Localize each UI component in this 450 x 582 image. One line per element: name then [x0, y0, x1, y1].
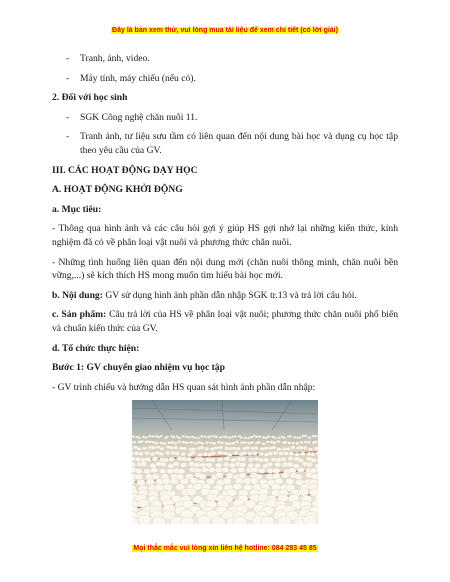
chicken-shape [245, 447, 249, 450]
chicken-shape [298, 437, 301, 439]
chicken-shape [204, 447, 208, 450]
chicken-shape [239, 463, 246, 468]
chicken-shape [135, 469, 142, 474]
chicken-shape [160, 447, 164, 450]
chicken-shape [255, 436, 258, 438]
chicken-shape [182, 447, 186, 450]
chicken-shape [182, 441, 186, 444]
chicken-shape [139, 452, 144, 456]
chicken-shape [144, 437, 147, 439]
chicken-shape [200, 463, 207, 468]
list-item [66, 52, 398, 66]
chicken-shape [225, 436, 228, 438]
chicken-shape [300, 441, 304, 444]
chicken-shape [150, 452, 155, 456]
chicken-shape [159, 442, 163, 445]
content-paragraph [52, 289, 398, 303]
chicken-shape [200, 446, 204, 449]
chicken-shape [224, 457, 230, 461]
chicken-shape [287, 442, 291, 445]
chicken-shape [159, 452, 164, 456]
chicken-shape [138, 515, 152, 524]
chicken-shape [228, 443, 232, 446]
chicken-shape [167, 469, 174, 474]
chicken-shape [163, 442, 167, 445]
chicken-shape [304, 435, 307, 437]
chicken-shape [219, 436, 222, 438]
chicken-shape [262, 443, 266, 446]
chicken-shape [185, 442, 189, 445]
goal-paragraph: - Những tình huống liên quan đến nội dung mới (chăn nuôi thông minh, chăn nuôi bền vững,...) sẽ kích thích HS mong muốn tìm hiểu bài học mới. [52, 256, 398, 282]
preview-banner [0, 27, 450, 34]
chicken-shape [223, 478, 232, 484]
product-paragraph [52, 308, 398, 335]
list-item-text: Tranh ảnh, tư liệu sưu tầm có liên quan đến nội dung bài học và dụng cụ học tập theo yêu cầu của GV. [80, 131, 398, 156]
chicken-shape [288, 457, 294, 461]
chicken-shape [234, 436, 237, 438]
chicken-shape [186, 457, 192, 461]
chicken-shape [222, 468, 229, 473]
chicken-shape [174, 446, 178, 449]
chicken-shape [218, 451, 223, 455]
chicken-shape [223, 462, 230, 467]
chicken-shape [251, 468, 258, 473]
chicken-shape [247, 452, 252, 456]
chicken-shape [209, 436, 212, 438]
chicken-shape [198, 453, 203, 457]
chicken-shape [142, 447, 146, 450]
chicken-shape [214, 447, 218, 450]
chicken-shape [291, 446, 295, 449]
chicken-shape [232, 442, 236, 445]
hotline-banner [0, 545, 450, 552]
chicken-shape [140, 441, 144, 444]
chicken-shape [215, 436, 218, 438]
chicken-shape [303, 447, 307, 450]
hotline-banner-text: Mọi thắc mắc vui lòng xin liên hệ hotline: 084 283 45 85 [133, 545, 317, 552]
chicken-shape [159, 469, 166, 474]
chicken-shape [232, 447, 236, 450]
list-item [66, 72, 398, 86]
chicken-shape [138, 437, 141, 439]
chicken-shape [210, 458, 216, 462]
chicken-shape [180, 463, 187, 468]
chicken-shape [155, 442, 159, 445]
chicken-shape [258, 468, 265, 473]
chicken-shape [267, 436, 270, 438]
chicken-shape [148, 441, 152, 444]
chicken-shape [308, 448, 312, 451]
chicken-shape [273, 451, 278, 455]
chicken-shape [286, 448, 290, 451]
chicken-shape [178, 441, 182, 444]
chicken-shape [163, 458, 169, 462]
chicken-shape [229, 463, 236, 468]
chicken-shape [206, 463, 213, 468]
chicken-shape [205, 442, 209, 445]
chicken-shape [236, 447, 240, 450]
chicken-shape [254, 447, 258, 450]
list-item [66, 130, 398, 157]
poultry-farm-photo [132, 400, 318, 524]
chicken-shape [230, 468, 237, 473]
chicken-shape [306, 462, 313, 467]
chicken-shape [135, 457, 141, 461]
chicken-shape [263, 458, 269, 462]
chicken-shape [272, 442, 276, 445]
chicken-shape [310, 453, 315, 457]
chicken-shape [287, 462, 294, 467]
chicken-shape [160, 435, 163, 437]
chicken-shape [250, 441, 254, 444]
chicken-shape [146, 479, 155, 485]
chicken-shape [276, 441, 280, 444]
chicken-shape [311, 474, 318, 480]
chicken-shape [284, 452, 289, 456]
chicken-shape [178, 437, 181, 439]
chicken-shape [272, 446, 276, 449]
chicken-shape [314, 441, 318, 444]
chicken-shape [314, 447, 318, 450]
chicken-shape [257, 441, 261, 444]
chicken-shape [307, 441, 311, 444]
chicken-shape [178, 469, 185, 474]
chicken-shape [300, 452, 305, 456]
chicken-shape [227, 453, 232, 457]
goal-heading: a. Mục tiêu: [52, 203, 102, 215]
chicken-shape [244, 437, 247, 439]
chicken-shape [227, 489, 237, 496]
chicken-shape [197, 437, 200, 439]
chicken-shape [203, 436, 206, 438]
chicken-shape [233, 484, 242, 491]
chicken-shape [190, 441, 194, 444]
chicken-shape [281, 473, 289, 479]
student-heading: 2. Đối với học sinh [52, 92, 128, 104]
chicken-shape [258, 436, 261, 438]
chicken-shape [243, 441, 247, 444]
goal-paragraph: - Thông qua hình ảnh và các câu hỏi gợi ý giúp HS gợi nhớ lại những kiến thức, kinh nghiệm đã có về phân loại vật nuôi và phương thức chăn nuôi. [52, 223, 398, 248]
chicken-shape [152, 457, 158, 461]
chicken-shape [218, 446, 222, 449]
chicken-shape [180, 478, 189, 484]
chicken-shape [295, 474, 303, 480]
chicken-shape [303, 516, 317, 525]
chicken-shape [172, 436, 175, 438]
chicken-shape [273, 437, 276, 439]
chicken-shape [308, 437, 311, 439]
chicken-shape [174, 452, 179, 456]
bullet-dash: - [66, 72, 70, 84]
chicken-shape [199, 474, 207, 480]
chicken-shape [275, 462, 282, 467]
chicken-shape [140, 462, 147, 467]
activity-heading: A. HOẠT ĐỘNG KHỞI ĐỘNG [52, 184, 183, 196]
chicken-shape [311, 458, 317, 462]
chicken-shape [231, 458, 237, 462]
list-item-text: SGK Công nghệ chăn nuôi 11. [80, 111, 198, 123]
chicken-shape [194, 442, 198, 445]
bullet-dash: - [66, 53, 70, 64]
bullet-dash: - [66, 131, 70, 143]
chicken-shape [163, 484, 172, 491]
chicken-shape [208, 468, 215, 473]
chicken-shape [317, 436, 318, 438]
chicken-shape [182, 436, 185, 438]
chicken-shape [132, 436, 135, 438]
chicken-shape [295, 453, 300, 457]
chicken-shape [264, 447, 268, 450]
chicken-shape [252, 452, 257, 456]
chicken-shape [137, 447, 141, 450]
chicken-shape [192, 448, 196, 451]
chicken-shape [200, 442, 204, 445]
chicken-shape [283, 441, 287, 444]
chicken-shape [240, 457, 246, 461]
chicken-shape [148, 435, 151, 437]
chicken-shape [145, 458, 151, 462]
chicken-shape [233, 451, 238, 455]
chicken-shape [289, 452, 294, 456]
chicken-shape [166, 436, 169, 438]
chicken-shape [211, 452, 216, 456]
chicken-shape [266, 441, 270, 444]
chicken-shape [242, 452, 247, 456]
product-label: c. Sản phẩm: [52, 309, 107, 321]
list-item-text: Tranh, ảnh, video. [80, 53, 150, 64]
chicken-shape [193, 437, 196, 439]
step-paragraph: - GV trình chiếu và hướng dẫn HS quan sát hình ảnh phần dẫn nhập: [52, 381, 316, 393]
chicken-shape [186, 489, 196, 496]
chicken-shape [181, 452, 186, 456]
list-item [66, 111, 398, 125]
chicken-shape [174, 442, 178, 445]
chicken-shape [201, 468, 208, 473]
chicken-shape [248, 458, 254, 462]
chicken-shape [240, 437, 243, 439]
chicken-shape [190, 451, 195, 455]
chicken-shape [297, 468, 304, 473]
chicken-shape [277, 437, 280, 439]
chicken-shape [289, 468, 296, 473]
chicken-shape [278, 516, 292, 524]
chicken-shape [200, 436, 203, 438]
chicken-shape [197, 516, 211, 524]
chicken-shape [217, 458, 223, 462]
chicken-shape [278, 452, 283, 456]
chicken-shape [228, 437, 231, 439]
chicken-shape [151, 446, 155, 449]
chicken-shape [215, 468, 222, 473]
chicken-shape [220, 442, 224, 445]
list-item-text: Máy tính, máy chiếu (nếu có). [80, 72, 196, 84]
content-text: GV sử dụng hình ảnh phần dẫn nhập SGK tr.13 và trả lời câu hỏi. [102, 289, 357, 301]
chicken-shape [277, 448, 281, 451]
chicken-shape [151, 468, 158, 473]
chicken-shape [132, 441, 136, 444]
chicken-shape [145, 452, 150, 456]
chicken-shape [160, 462, 167, 467]
chicken-shape [143, 469, 150, 474]
chicken-shape [235, 441, 239, 444]
chicken-shape [135, 474, 143, 480]
organization-heading: d. Tổ chức thực hiện: [52, 342, 140, 354]
chicken-shape [295, 442, 299, 445]
chicken-shape [165, 451, 170, 455]
chicken-shape [173, 462, 180, 467]
chicken-shape [291, 442, 295, 445]
chicken-shape [194, 463, 201, 468]
product-text: Câu trả lời của HS về phân loại vật nuôi; phương thức chăn nuôi phổ biến và chuẩn kiến thức của GV. [52, 309, 399, 334]
chicken-shape [151, 436, 154, 438]
chicken-shape [268, 452, 273, 456]
document-body [52, 52, 398, 524]
chicken-shape [154, 435, 157, 437]
section-heading: III. CÁC HOẠT ĐỘNG DẠY HỌC [52, 164, 198, 176]
chicken-shape [281, 457, 287, 461]
bullet-dash: - [66, 111, 70, 123]
chicken-shape [162, 478, 171, 484]
chicken-shape [316, 452, 318, 456]
chicken-shape [224, 447, 228, 450]
chicken-shape [289, 435, 292, 437]
chicken-shape [187, 437, 190, 439]
chicken-shape [266, 462, 273, 467]
preview-banner-text: Đây là bản xem thử, vui lòng mua tài liệu để xem chi tiết (có lời giải) [112, 27, 338, 34]
step-heading: Bước 1: GV chuyển giao nhiệm vụ học tập [52, 362, 225, 374]
content-label: b. Nội dung: [52, 289, 103, 301]
chicken-shape [237, 467, 244, 472]
chicken-shape [132, 451, 134, 455]
chicken-shape [170, 478, 179, 484]
chicken-shape [132, 463, 136, 468]
chicken-shape [215, 473, 223, 479]
chicken-shape [293, 437, 296, 439]
chicken-shape [283, 437, 286, 439]
chicken-shape [198, 458, 204, 462]
chicken-shape [285, 479, 294, 485]
chicken-shape [169, 457, 175, 461]
chicken-shape [273, 468, 280, 473]
chicken-shape [155, 485, 164, 492]
chicken-shape [212, 442, 216, 445]
chicken-shape [298, 489, 308, 496]
chicken-shape [301, 435, 304, 437]
chicken-shape [259, 452, 264, 456]
chicken-shape [250, 478, 259, 484]
chickens-flock [132, 435, 318, 524]
